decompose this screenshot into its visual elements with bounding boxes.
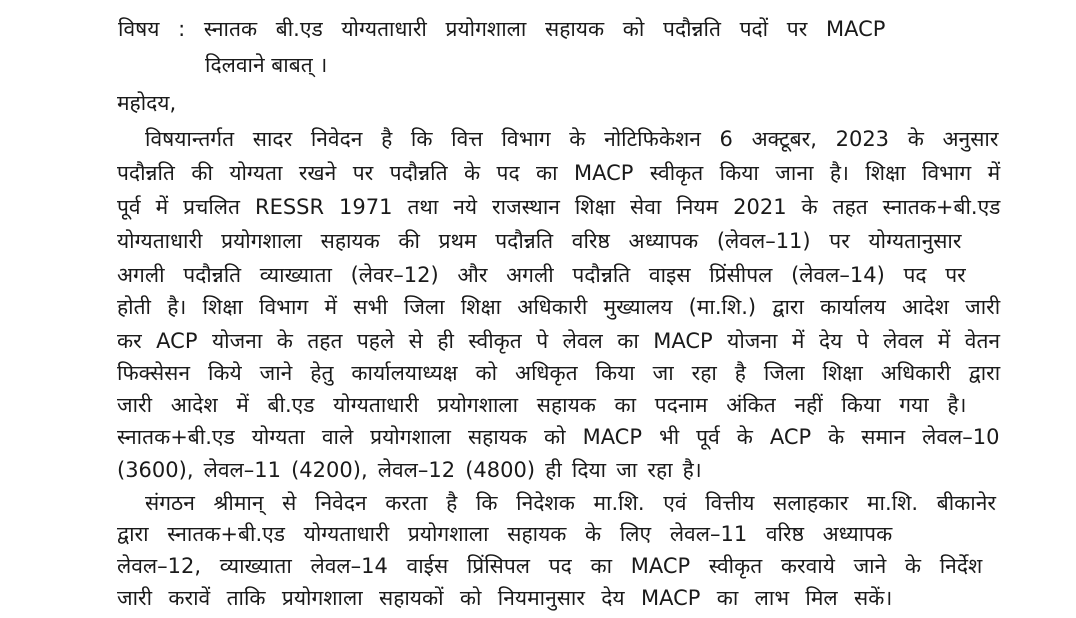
- paragraph-2-line: जारी करावें ताकि प्रयोगशाला सहायकों को नियमानुसार देय MACP का लाभ मिल सकें।: [117, 586, 893, 610]
- paragraph-1-line: विषयान्तर्गत सादर निवेदन है कि वित्त विभाग के नोटिफिकेशन 6 अक्टूबर, 2023 के अनुसार: [145, 127, 999, 151]
- subject-line: [118, 14, 885, 44]
- paragraph-2-line: संगठन श्रीमान् से निवेदन करता है कि निदेशक मा.शि. एवं वित्तीय सलाहकार मा.शि. बीकानेर: [145, 491, 996, 515]
- paragraph-2-line: लेवल–12, व्याख्याता लेवल–14 वाईस प्रिंसिपल पद का MACP स्वीकृत करवाये जाने के निर्देश: [117, 554, 983, 578]
- paragraph-1-line: अगली पदौन्नति व्याख्याता (लेवर–12) और अगली पदौन्नति वाइस प्रिंसीपल (लेवल–14) पद पर: [117, 263, 966, 287]
- paragraph-1-line: पदौन्नति की योग्यता रखने पर पदौन्नति के पद का MACP स्वीकृत किया जाना है। शिक्षा विभाग में: [117, 161, 1001, 185]
- paragraph-1-line: (3600), लेवल–11 (4200), लेवल–12 (4800) ही दिया जा रहा है।: [117, 458, 702, 482]
- subject-continuation: दिलवाने बाबत् ।: [205, 53, 328, 77]
- salutation: महोदय,: [117, 91, 177, 115]
- paragraph-1-line: होती है। शिक्षा विभाग में सभी जिला शिक्षा अधिकारी मुख्यालय (मा.शि.) द्वारा कार्यालय आदेश जारी: [117, 295, 1001, 319]
- paragraph-1-line: जारी आदेश में बी.एड योग्यताधारी प्रयोगशाला सहायक का पदनाम अंकित नहीं किया गया है।: [117, 393, 967, 417]
- paragraph-2-line: द्वारा स्नातक+बी.एड योग्यताधारी प्रयोगशाला सहायक के लिए लेवल–11 वरिष्ठ अध्यापक: [117, 522, 893, 546]
- paragraph-1-line: योग्यताधारी प्रयोगशाला सहायक की प्रथम पदौन्नति वरिष्ठ अध्यापक (लेवल–11) पर योग्यतानुसार: [117, 229, 962, 253]
- paragraph-1-line: पूर्व में प्रचलित RESSR 1971 तथा नये राजस्थान शिक्षा सेवा नियम 2021 के तहत स्नातक+बी.एड: [117, 195, 1001, 219]
- paragraph-1-line: कर ACP योजना के तहत पहले से ही स्वीकृत पे लेवल का MACP योजना में देय पे लेवल में वेतन: [117, 329, 1001, 353]
- paragraph-1-line: स्नातक+बी.एड योग्यता वाले प्रयोगशाला सहायक को MACP भी पूर्व के ACP के समान लेवल–10: [117, 425, 1000, 449]
- paragraph-1-line: फिक्सेसन किये जाने हेतु कार्यालयाध्यक्ष को अधिकृत किया जा रहा है जिला शिक्षा अधिकारी द्वारा: [117, 361, 1001, 385]
- subject-text: विषय : स्नातक बी.एड योग्यताधारी प्रयोगशाला सहायक को पदौन्नति पदों पर MACP: [118, 17, 886, 41]
